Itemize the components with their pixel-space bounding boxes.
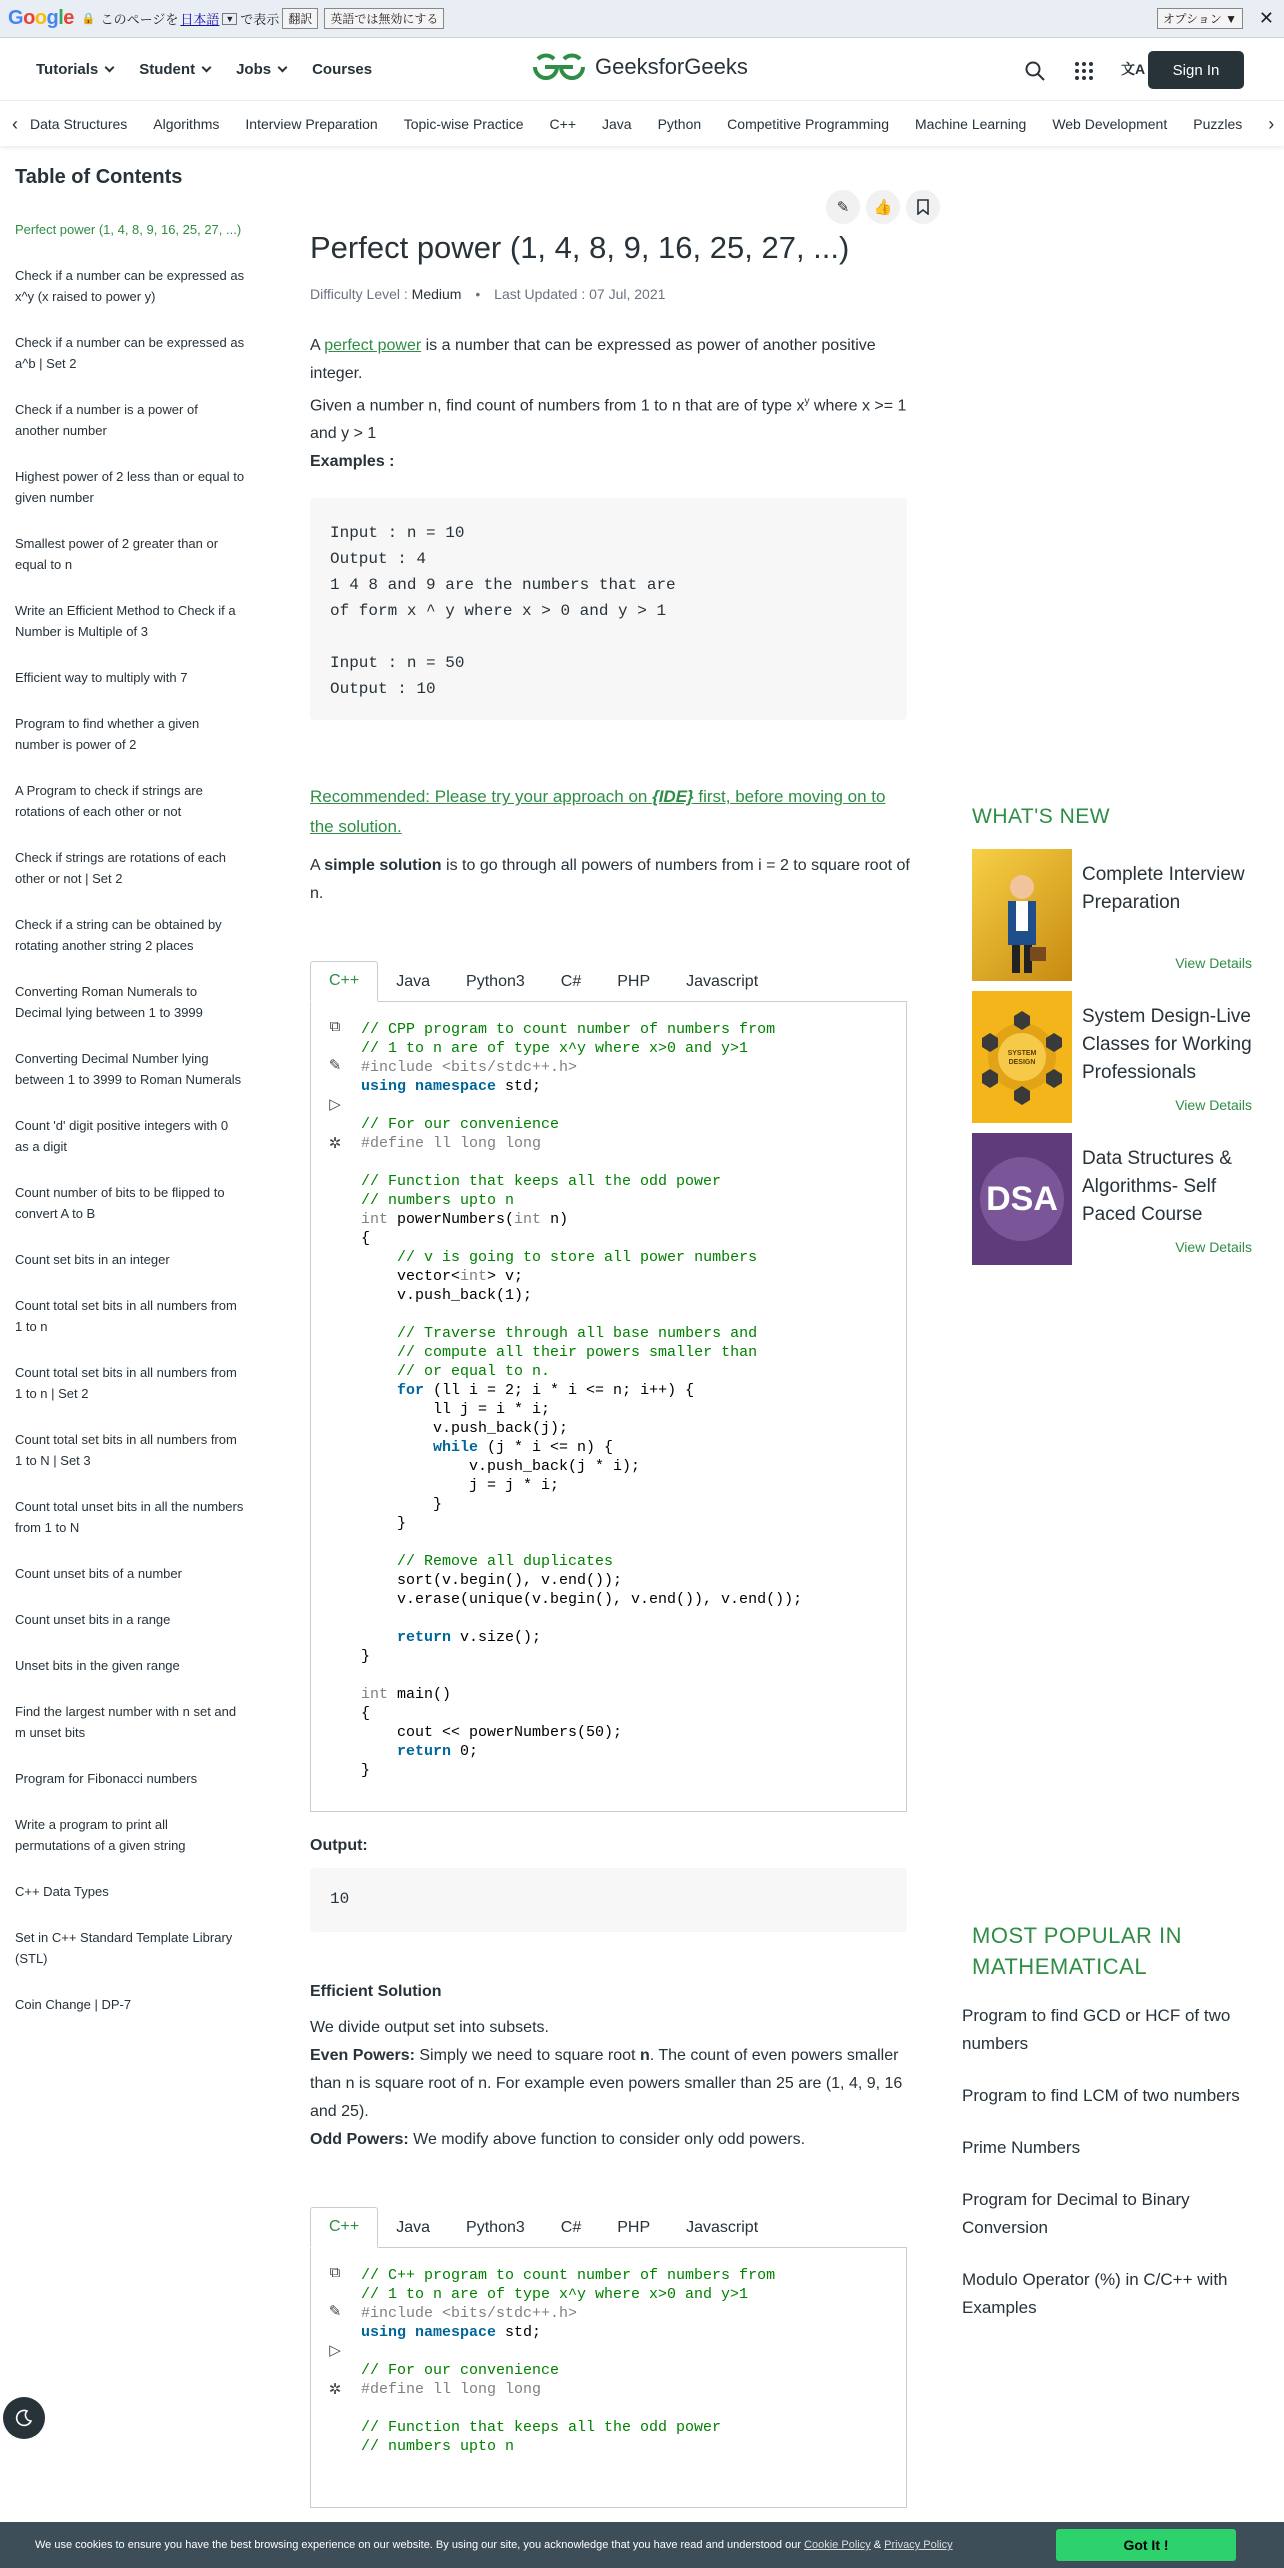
cat-competitive-programming[interactable]: Competitive Programming: [727, 116, 890, 132]
system-design-logo: SYSTEM DESIGN: [1007, 1050, 1037, 1066]
toc-item[interactable]: Count unset bits of a number: [15, 1566, 182, 1581]
toc-item[interactable]: Count 'd' digit positive integers with 0 as a digit: [15, 1118, 229, 1154]
tab-java[interactable]: Java: [396, 973, 431, 991]
toc-item[interactable]: Count unset bits in a range: [15, 1612, 171, 1627]
toc-item[interactable]: Count total unset bits in all the numbers from 1 to N: [15, 1499, 244, 1535]
tab-php[interactable]: PHP: [617, 973, 651, 991]
edit-code-icon[interactable]: ✎: [328, 2303, 342, 2321]
toc-item[interactable]: Write a program to print all permutations of a given string: [15, 1817, 186, 1853]
course-image: [972, 849, 1072, 981]
toc-item[interactable]: Converting Roman Numerals to Decimal lying between 1 to 3999: [15, 984, 203, 1020]
cat-data-structures[interactable]: Data Structures: [30, 116, 128, 132]
search-icon[interactable]: [1025, 61, 1045, 86]
intro-paragraph: A perfect power is a number that can be expressed as power of another positive integer.: [310, 337, 876, 382]
dark-mode-toggle[interactable]: [3, 2397, 45, 2439]
course-title: Data Structures & Algorithms- Self Paced Course: [1082, 1148, 1232, 1225]
course-title: System Design-Live Classes for Working Professionals: [1082, 1006, 1252, 1083]
toc-item[interactable]: Check if a string can be obtained by rotating another string 2 places: [15, 917, 222, 953]
translate-options-button[interactable]: オプション ▼: [1157, 8, 1243, 29]
settings-icon[interactable]: ✲: [328, 1135, 342, 1153]
nav-student[interactable]: Student: [139, 61, 210, 78]
tab-java[interactable]: Java: [396, 2219, 431, 2237]
code-tools-2: [311, 2258, 359, 2414]
last-updated: Last Updated : 07 Jul, 2021: [494, 286, 666, 302]
output-label: Output:: [310, 1837, 368, 1855]
cat-puzzles[interactable]: Puzzles: [1193, 116, 1243, 132]
course-image: [972, 1133, 1072, 1265]
toc-item[interactable]: Perfect power (1, 4, 8, 9, 16, 25, 27, ...): [15, 222, 242, 237]
toc-item[interactable]: Program for Fibonacci numbers: [15, 1771, 198, 1786]
close-icon[interactable]: ✕: [1258, 8, 1274, 28]
cat-java[interactable]: Java: [602, 116, 632, 132]
difficulty-level: Medium: [411, 286, 462, 302]
top-nav: [36, 61, 372, 78]
code-panel: [310, 1002, 907, 1812]
language-select[interactable]: 日本語: [180, 12, 220, 27]
code-content-2: // C++ program to count number of numbers from // 1 to n are of type x^y where x>0 and y>1 #include <bits/stdc++.h> using namespace std; // For our convenience #define ll long long // Function that keeps all the odd power // numbers upto n: [361, 2267, 776, 2456]
perfect-power-link[interactable]: perfect power: [324, 337, 422, 354]
toc-item[interactable]: Count total set bits in all numbers from 1 to N | Set 3: [15, 1432, 237, 1468]
lock-icon: 🔒: [81, 13, 96, 25]
sign-in-button[interactable]: Sign In: [1148, 51, 1244, 89]
run-icon[interactable]: ▷: [329, 1096, 341, 1114]
odd-powers-paragraph: Odd Powers: We modify above function to consider only odd powers.: [310, 2131, 806, 2149]
examples-heading: Examples :: [310, 453, 395, 471]
efficient-p1: We divide output set into subsets.: [310, 2019, 549, 2037]
cat-algorithms[interactable]: Algorithms: [153, 116, 220, 132]
article-actions: [826, 190, 940, 224]
cat-python[interactable]: Python: [657, 116, 702, 132]
popular-article-link[interactable]: Prime Numbers: [962, 2138, 1081, 2157]
toc-item[interactable]: Smallest power of 2 greater than or equal to n: [15, 536, 219, 572]
article: [310, 190, 910, 2508]
cat-cpp[interactable]: C++: [549, 116, 576, 132]
disable-translate-button[interactable]: 英語では無効にする: [324, 8, 444, 29]
recommended-link[interactable]: Recommended: Please try your approach on {IDE} first, before moving on to the solution.: [310, 787, 886, 837]
edit-code-icon[interactable]: ✎: [328, 1057, 342, 1075]
toc-item[interactable]: Write an Efficient Method to Check if a Number is Multiple of 3: [15, 603, 236, 639]
simple-solution-paragraph: A simple solution is to go through all powers of numbers from i = 2 to square root of n.: [310, 857, 910, 903]
toc-item[interactable]: Count set bits in an integer: [15, 1252, 170, 1267]
edit-icon[interactable]: ✎: [826, 190, 860, 224]
tab-csharp[interactable]: C#: [560, 2219, 582, 2237]
cookie-banner: We use cookies to ensure you have the best browsing experience on our website. By using our site, you acknowledge that you have read and understood our Cookie Policy & Privacy Policy Got It !: [0, 2522, 1284, 2568]
output-block: 10: [310, 1868, 907, 1932]
course-card[interactable]: [972, 849, 1262, 981]
popular-article-link[interactable]: Modulo Operator (%) in C/C++ with Examples: [962, 2270, 1228, 2317]
toc-item[interactable]: Highest power of 2 less than or equal to given number: [15, 469, 245, 505]
translate-bar: [0, 0, 1284, 38]
nav-tutorials[interactable]: Tutorials: [36, 61, 113, 78]
toc-item[interactable]: Converting Decimal Number lying between 1 to 3999 to Roman Numerals: [15, 1051, 242, 1087]
toc-item[interactable]: Count total set bits in all numbers from 1 to n | Set 2: [15, 1365, 237, 1401]
apps-grid-icon[interactable]: [1074, 61, 1094, 86]
toc-title: Table of Contents: [15, 166, 183, 188]
translate-text: このページを: [100, 12, 179, 27]
given-paragraph: Given a number n, find count of numbers from 1 to n that are of type $x^y$ where x >= 1 and y > 1: [310, 396, 907, 443]
cat-machine-learning[interactable]: Machine Learning: [915, 116, 1027, 132]
toc-item[interactable]: Unset bits in the given range: [15, 1658, 180, 1673]
even-powers-paragraph: Even Powers: Simply we need to square root n. The count of even powers smaller than n is square root of n. For example even powers smaller than 25 are (1, 4, 9, 16 and 25).: [310, 2047, 903, 2121]
chevron-right-icon[interactable]: ›: [1268, 113, 1275, 134]
settings-icon[interactable]: ✲: [328, 2381, 342, 2399]
thumbs-up-icon[interactable]: 👍: [866, 190, 900, 224]
translate-text-2: で表示: [240, 12, 280, 27]
popular-article-link[interactable]: Program to find GCD or HCF of two numbers: [962, 2006, 1231, 2053]
translate-button[interactable]: 翻訳: [282, 8, 318, 29]
tab-php[interactable]: PHP: [617, 2219, 651, 2237]
code-panel-2: [310, 2248, 907, 2508]
bookmark-icon[interactable]: [906, 190, 940, 224]
whats-new-title: WHAT'S NEW: [972, 805, 1111, 828]
code-content: // CPP program to count number of numbers from // 1 to n are of type x^y where x>0 and y>1 #include <bits/stdc++.h> using namespace std; // For our convenience #define ll long long // Function that keeps all the odd power // numbers upto n int powerNumbers(int n) { // v is going to store all power numbers vector<int> v; v.push_back(1); // Traverse through all base numbers and // compute all their powers smaller than // or equal to n. for (ll i = 2; i * i <= n; i++) { ll j = i * i; v.push_back(j); while (j * i <= n) { v.push_back(j * i); j = j * i; } } // Remove all duplicates sort(v.begin(), v.end()); v.erase(unique(v.begin(), v.end()), v.end()); return v.size(); } int main() { cout << powerNumbers(50); return 0; }: [361, 1021, 803, 1780]
toc-item[interactable]: Set in C++ Standard Template Library (STL): [15, 1930, 233, 1966]
tab-javascript[interactable]: Javascript: [686, 973, 759, 991]
course-card[interactable]: [972, 991, 1262, 1123]
toc-item[interactable]: A Program to check if strings are rotations of each other or not: [15, 783, 203, 819]
copy-icon[interactable]: ⧉: [329, 1017, 341, 1035]
tab-python3[interactable]: Python3: [466, 973, 525, 991]
course-card[interactable]: [972, 1133, 1262, 1265]
toc-item[interactable]: Program to find whether a given number is power of 2: [15, 716, 200, 752]
cookie-policy-link[interactable]: Cookie Policy: [804, 2539, 871, 2551]
logo-text: GeeksforGeeks: [595, 54, 748, 79]
whats-new-section: [972, 805, 1262, 1307]
toc-item[interactable]: C++ Data Types: [15, 1884, 109, 1899]
cat-interview-preparation[interactable]: Interview Preparation: [245, 116, 378, 132]
category-bar: [0, 102, 1284, 146]
view-details-link[interactable]: View Details: [1175, 1097, 1252, 1113]
toc-item[interactable]: Efficient way to multiply with 7: [15, 670, 188, 685]
article-meta: Difficulty Level : Medium • Last Updated : 07 Jul, 2021: [310, 286, 666, 302]
run-icon[interactable]: ▷: [329, 2342, 341, 2360]
site-header: [0, 39, 1284, 101]
cookie-text: We use cookies to ensure you have the best browsing experience on our website. By using our site, you acknowledge that you have read and understood our: [35, 2539, 805, 2551]
toc-item[interactable]: Check if strings are rotations of each other or not | Set 2: [15, 850, 226, 886]
table-of-contents: [15, 166, 245, 2040]
language-icon[interactable]: 文A: [1121, 61, 1146, 77]
code-tabs: [310, 960, 907, 1002]
language-dropdown-icon[interactable]: ▼: [222, 13, 237, 25]
moon-icon: [15, 2409, 33, 2427]
code-tabs-2: [310, 2206, 907, 2248]
toc-item[interactable]: Coin Change | DP-7: [15, 1997, 132, 2012]
course-image: [972, 991, 1072, 1123]
chevron-down-icon: [202, 63, 212, 73]
toc-item[interactable]: Check if a number can be expressed as a^b | Set 2: [15, 335, 245, 371]
toc-item[interactable]: Check if a number is a power of another number: [15, 402, 198, 438]
tab-cpp[interactable]: C++: [310, 2207, 378, 2248]
tab-cpp[interactable]: C++: [310, 961, 378, 1002]
nav-jobs[interactable]: Jobs: [236, 61, 286, 78]
toc-item[interactable]: Count number of bits to be flipped to convert A to B: [15, 1185, 225, 1221]
tab-csharp[interactable]: C#: [560, 973, 582, 991]
got-it-button[interactable]: Got It !: [1056, 2529, 1236, 2561]
popular-article-link[interactable]: Program to find LCM of two numbers: [962, 2086, 1240, 2105]
cat-web-development[interactable]: Web Development: [1052, 116, 1168, 132]
dsa-logo: DSA: [980, 1157, 1064, 1241]
most-popular-section: [962, 1920, 1262, 2346]
example-block: Input : n = 10 Output : 4 1 4 8 and 9 are the numbers that are of form x ^ y where x > 0 and y > 1 Input : n = 50 Output : 10: [310, 498, 907, 720]
toc-item[interactable]: Check if a number can be expressed as x^y (x raised to power y): [15, 268, 245, 304]
chevron-down-icon: [278, 63, 288, 73]
code-block-2: [310, 2206, 907, 2508]
gfg-logo-icon: [531, 51, 587, 83]
article-title: Perfect power (1, 4, 8, 9, 16, 25, 27, ...): [310, 230, 850, 265]
toc-item[interactable]: Count total set bits in all numbers from 1 to n: [15, 1298, 237, 1334]
site-logo[interactable]: [531, 51, 748, 83]
view-details-link[interactable]: View Details: [1175, 1239, 1252, 1255]
tab-javascript[interactable]: Javascript: [686, 2219, 759, 2237]
chevron-down-icon: [105, 63, 115, 73]
code-tools: [311, 1012, 359, 1168]
google-logo: Google: [8, 7, 74, 29]
popular-article-link[interactable]: Program for Decimal to Binary Conversion: [962, 2190, 1190, 2237]
chevron-left-icon[interactable]: ‹: [12, 113, 18, 134]
code-block-1: [310, 960, 907, 1812]
most-popular-title: MOST POPULAR IN MATHEMATICAL: [972, 1923, 1183, 1979]
course-title: Complete Interview Preparation: [1082, 864, 1245, 913]
copy-icon[interactable]: ⧉: [329, 2263, 341, 2281]
cat-topic-wise-practice[interactable]: Topic-wise Practice: [403, 116, 524, 132]
view-details-link[interactable]: View Details: [1175, 955, 1252, 971]
tab-python3[interactable]: Python3: [466, 2219, 525, 2237]
nav-courses[interactable]: Courses: [312, 61, 373, 78]
toc-item[interactable]: Find the largest number with n set and m unset bits: [15, 1704, 237, 1740]
efficient-solution-heading: Efficient Solution: [310, 1983, 442, 2001]
privacy-policy-link[interactable]: Privacy Policy: [884, 2539, 953, 2551]
